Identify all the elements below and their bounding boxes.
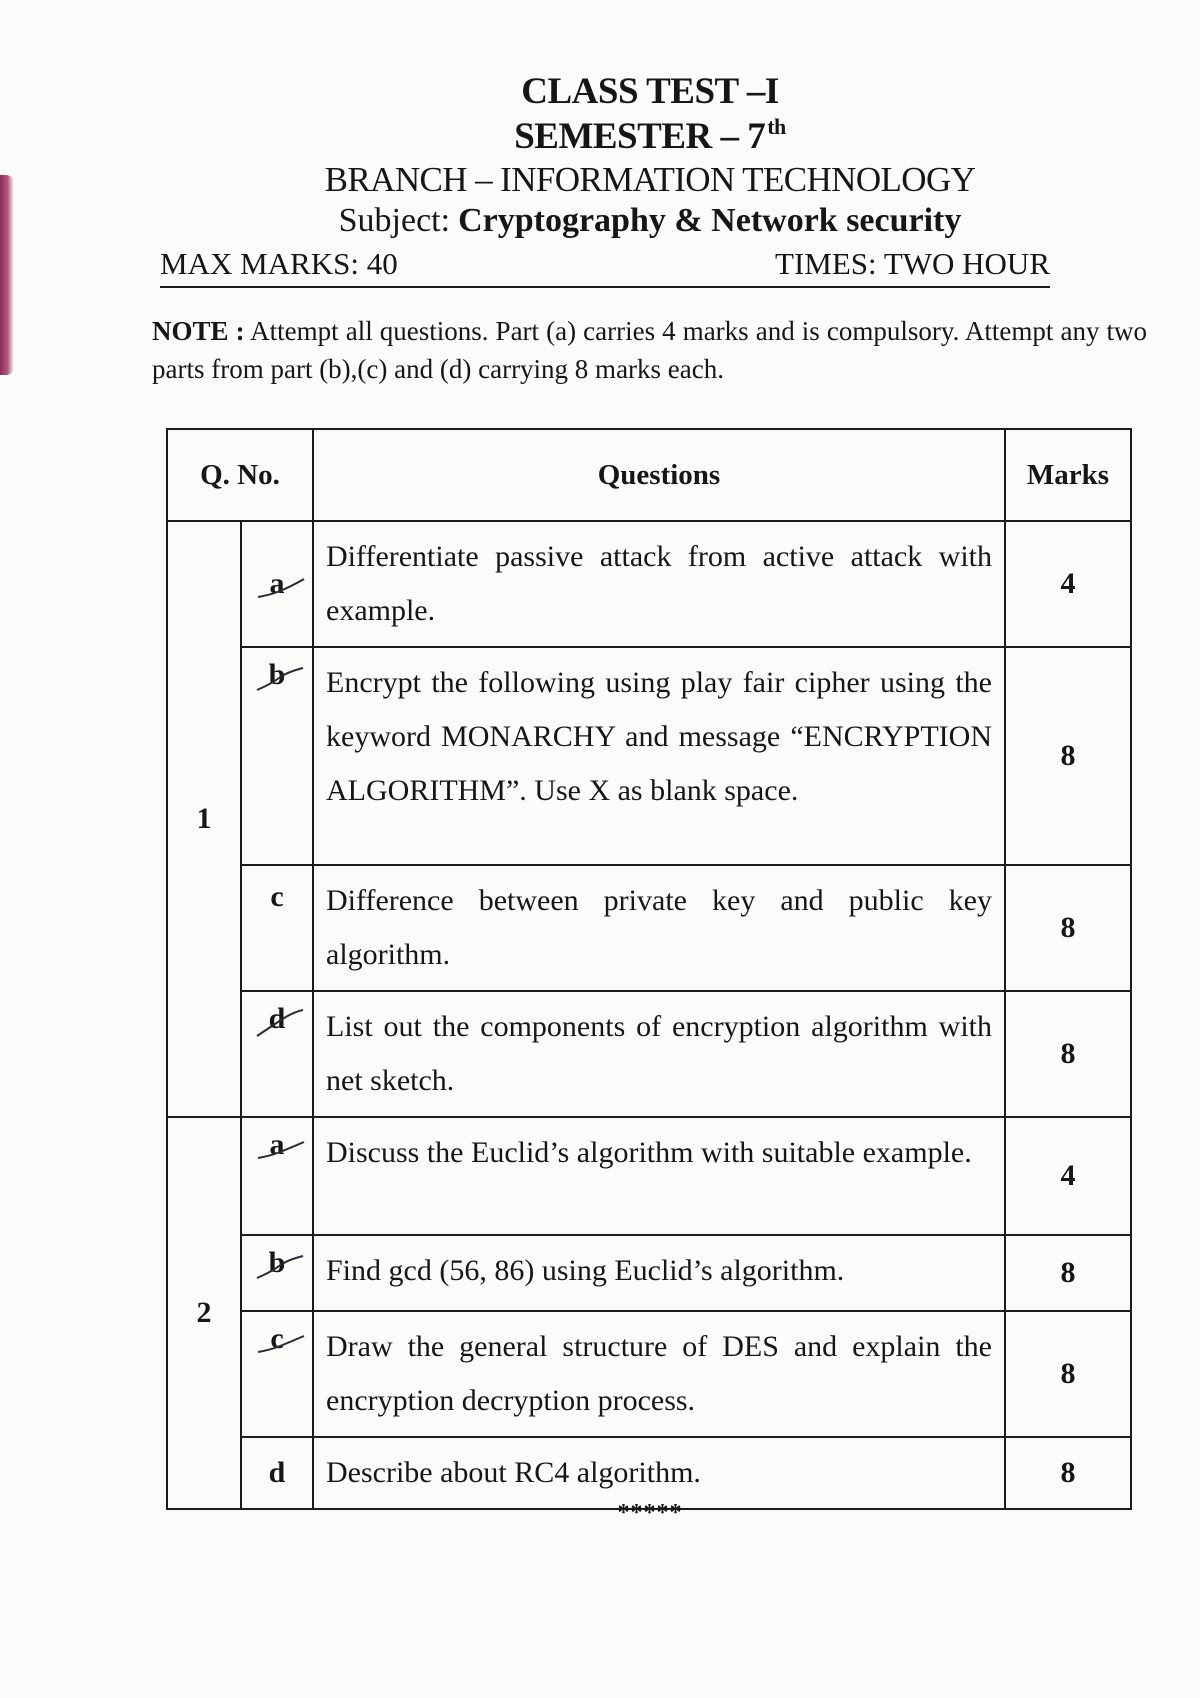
part-label	[241, 647, 313, 865]
part-letter-text: b	[268, 658, 286, 691]
table-row	[167, 865, 1131, 991]
question-text: List out the components of encryption algorithm with net sketch.	[313, 991, 1005, 1117]
part-letter	[270, 567, 285, 601]
handwritten-tick-icon	[256, 1328, 306, 1358]
question-text: Difference between private key and public key algorithm.	[313, 865, 1005, 991]
handwritten-tick-icon	[255, 1252, 305, 1282]
part-letter-text: b	[268, 1246, 286, 1279]
part-letter-text: a	[269, 567, 285, 600]
handwritten-tick-icon	[255, 1008, 305, 1038]
part-label	[241, 1117, 313, 1235]
question-marks: 8	[1005, 1311, 1131, 1437]
part-label: c	[241, 865, 313, 991]
part-letter	[269, 1002, 286, 1036]
exam-time: TIMES: TWO HOUR	[775, 246, 1050, 281]
semester-line	[0, 114, 1200, 158]
part-label	[241, 1235, 313, 1311]
question-marks: 8	[1005, 1437, 1131, 1509]
question-marks: 8	[1005, 1235, 1131, 1311]
table-row	[167, 991, 1131, 1117]
part-letter-text: a	[269, 1128, 285, 1161]
question-marks: 8	[1005, 865, 1131, 991]
part-letter-text: d	[268, 1002, 286, 1035]
question-marks: 4	[1005, 521, 1131, 647]
end-of-paper-stars: *****	[617, 1500, 683, 1526]
part-letter-text: c	[270, 1322, 284, 1355]
part-label	[241, 991, 313, 1117]
part-letter	[269, 658, 286, 692]
subject-line	[0, 202, 1200, 240]
question-text: Find gcd (56, 86) using Euclid’s algorithm.	[313, 1235, 1005, 1311]
table-row	[167, 1117, 1131, 1235]
subject-label: Subject:	[338, 202, 451, 239]
question-marks: 8	[1005, 647, 1131, 865]
table-row	[167, 1235, 1131, 1311]
questions-table	[166, 428, 1132, 1510]
question-text: Draw the general structure of DES and explain the encryption decryption process.	[313, 1311, 1005, 1437]
part-letter	[270, 1128, 285, 1162]
semester-text: SEMESTER – 7	[514, 116, 766, 157]
handwritten-tick-icon	[256, 1134, 306, 1164]
part-label: d	[241, 1437, 313, 1509]
marks-time-row	[160, 246, 1050, 288]
question-text: Describe about RC4 algorithm.	[313, 1437, 1005, 1509]
note-text: Attempt all questions. Part (a) carries 4 marks and is compulsory. Attempt any two parts from part (b),(c) and (d) carrying 8 marks each.	[152, 316, 1147, 384]
note-label: NOTE :	[152, 316, 245, 346]
handwritten-tick-icon	[255, 664, 305, 694]
question-text: Differentiate passive attack from active attack with example.	[313, 521, 1005, 647]
header-qno: Q. No.	[167, 429, 313, 521]
question-marks: 8	[1005, 991, 1131, 1117]
table-header-row	[167, 429, 1131, 521]
part-label	[241, 1311, 313, 1437]
question-text: Encrypt the following using play fair cipher using the keyword MONARCHY and message “ENCRYPTION ALGORITHM”. Use X as blank space.	[313, 647, 1005, 865]
part-letter	[269, 1246, 286, 1280]
test-title: CLASS TEST –I	[521, 71, 779, 112]
part-letter	[270, 1322, 283, 1356]
question-number: 1	[167, 521, 241, 1117]
table-row	[167, 647, 1131, 865]
max-marks: MAX MARKS: 40	[160, 246, 398, 281]
handwritten-tick-icon	[256, 573, 306, 603]
table-row	[167, 521, 1131, 647]
semester-suffix: th	[767, 114, 786, 139]
header-marks: Marks	[1005, 429, 1131, 521]
question-marks: 4	[1005, 1117, 1131, 1235]
table-row	[167, 1437, 1131, 1509]
question-number: 2	[167, 1117, 241, 1509]
header-questions: Questions	[313, 429, 1005, 521]
table-row	[167, 1311, 1131, 1437]
branch-line: BRANCH – INFORMATION TECHNOLOGY	[324, 160, 976, 199]
part-label	[241, 521, 313, 647]
question-text: Discuss the Euclid’s algorithm with suitable example.	[313, 1117, 1005, 1235]
subject-name: Cryptography & Network security	[458, 202, 962, 239]
instructions-note	[152, 312, 1147, 388]
